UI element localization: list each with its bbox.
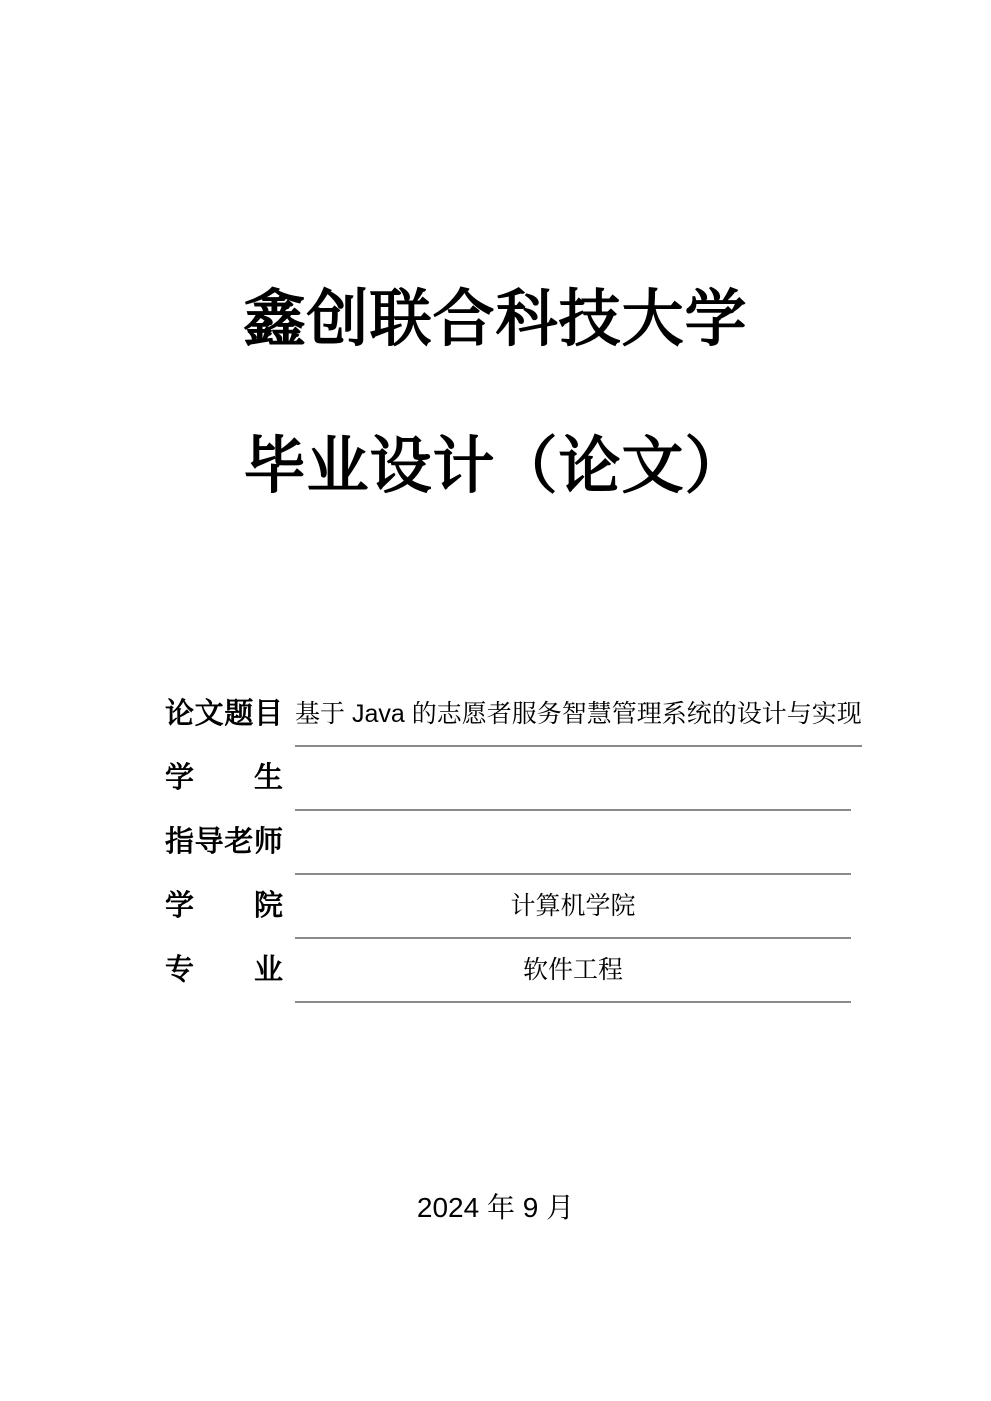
major-label [165, 939, 283, 1003]
student-label-text: 学生 [165, 762, 283, 795]
advisor-field[interactable] [295, 811, 851, 875]
college-label-text: 学院 [165, 890, 283, 923]
cover-info-form [165, 683, 862, 1003]
document-type-title: 毕业设计（论文） [243, 432, 748, 501]
student-label [165, 747, 283, 811]
thesis-title-label [165, 683, 283, 747]
form-row-advisor [165, 811, 851, 875]
university-name-title: 鑫创联合科技大学 [243, 285, 748, 354]
thesis-title-label-text: 论文题目 [165, 698, 283, 731]
college-label [165, 875, 283, 939]
form-row-college [165, 875, 851, 939]
form-row-major [165, 939, 851, 1003]
thesis-title-field[interactable]: 基于 Java 的志愿者服务智慧管理系统的设计与实现 [295, 683, 862, 747]
college-field[interactable]: 计算机学院 [295, 875, 851, 939]
advisor-label-text: 指导老师 [165, 826, 283, 859]
advisor-label [165, 811, 283, 875]
form-row-thesis-title [165, 683, 862, 747]
form-row-student [165, 747, 851, 811]
publication-date: 2024 年 9 月 [416, 1192, 575, 1223]
major-label-text: 专业 [165, 954, 283, 987]
student-field[interactable] [295, 747, 851, 811]
major-field[interactable]: 软件工程 [295, 939, 851, 1003]
